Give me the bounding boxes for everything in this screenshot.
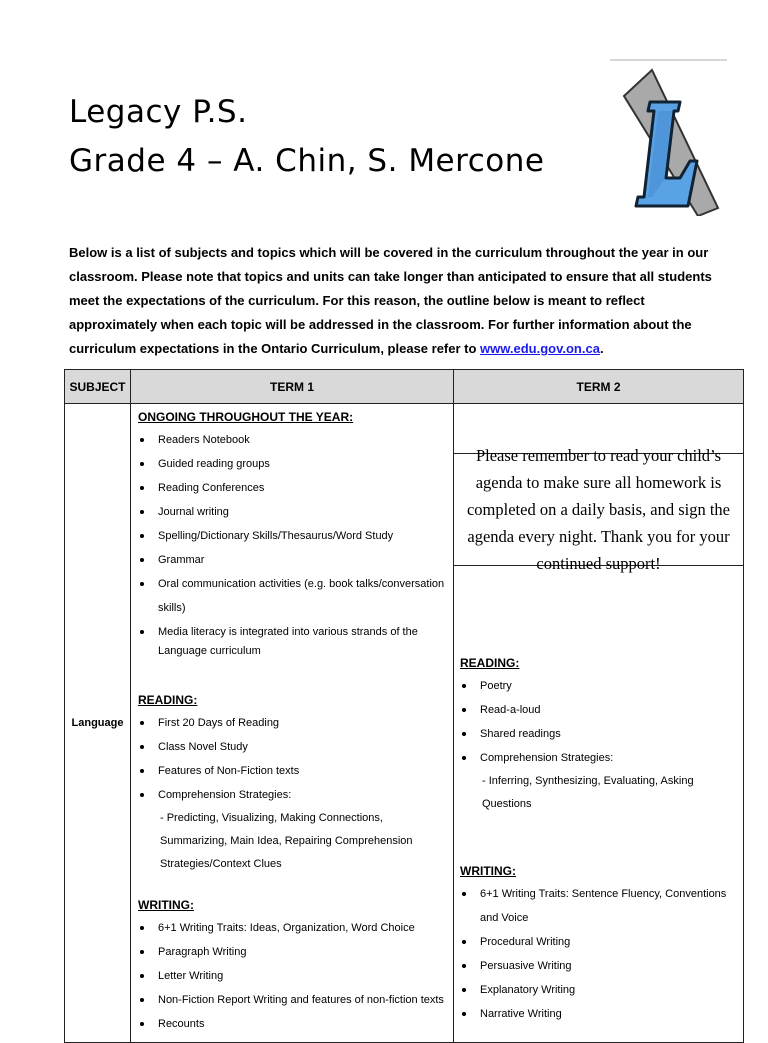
ongoing-heading: ONGOING THROUGHOUT THE YEAR: — [138, 410, 354, 424]
list-item: Comprehension Strategies: — [138, 783, 447, 807]
school-name: Legacy P.S. — [69, 94, 248, 130]
reading-list-term2 — [460, 674, 737, 770]
reading-list-term1 — [138, 711, 447, 807]
ongoing-list — [138, 428, 447, 663]
writing-heading-term1: WRITING: — [138, 898, 194, 912]
reading-heading-term1: READING: — [138, 693, 198, 707]
list-item: Non-Fiction Report Writing and features of non-fiction texts — [138, 988, 447, 1012]
list-item: Explanatory Writing — [460, 978, 737, 1002]
list-item: Comprehension Strategies: — [460, 746, 737, 770]
reading-strategies-note-term1: - Predicting, Visualizing, Making Connections, Summarizing, Main Idea, Repairing Comprehension Strategies/Context Clues — [160, 812, 413, 870]
list-item: Read-a-loud — [460, 698, 737, 722]
header-subject: SUBJECT — [65, 370, 131, 404]
writing-list-term2 — [460, 882, 737, 1026]
intro-paragraph — [69, 241, 735, 361]
writing-heading-term2: WRITING: — [460, 864, 516, 878]
list-item: Media literacy is integrated into various strands of the Language curriculum — [138, 620, 447, 663]
list-item: Journal writing — [138, 500, 447, 524]
subject-cell: Language — [65, 404, 131, 1043]
curriculum-link[interactable]: www.edu.gov.on.ca — [480, 341, 600, 356]
list-item: Guided reading groups — [138, 452, 447, 476]
grade-line: Grade 4 – A. Chin, S. Mercone — [69, 143, 545, 179]
reading-strategies-note-term2: - Inferring, Synthesizing, Evaluating, Asking Questions — [482, 775, 694, 810]
list-item: Paragraph Writing — [138, 940, 447, 964]
intro-trailing: . — [599, 341, 604, 356]
agenda-notice: Please remember to read your child’s agenda to make sure all homework is completed on a daily basis, and sign the agenda every night. Thank you for your continued support! — [454, 454, 743, 566]
list-item: Oral communication activities (e.g. book talks/conversation skills) — [138, 572, 447, 620]
list-item: Procedural Writing — [460, 930, 737, 954]
school-logo — [600, 58, 732, 216]
list-item: First 20 Days of Reading — [138, 711, 447, 735]
term1-cell — [131, 404, 454, 1043]
list-item: Features of Non-Fiction texts — [138, 759, 447, 783]
list-item: Letter Writing — [138, 964, 447, 988]
curriculum-table — [64, 369, 744, 1043]
list-item: Grammar — [138, 548, 447, 572]
list-item: Reading Conferences — [138, 476, 447, 500]
list-item: Class Novel Study — [138, 735, 447, 759]
list-item: Persuasive Writing — [460, 954, 737, 978]
list-item: 6+1 Writing Traits: Sentence Fluency, Conventions and Voice — [460, 882, 737, 930]
term2-content — [454, 566, 743, 1032]
list-item: Narrative Writing — [460, 1002, 737, 1026]
intro-text: Below is a list of subjects and topics which will be covered in the curriculum throughout the year in our classroom. Please note that topics and units can take longer than anticipated to ensure that all students meet the expectations of the curriculum. For this reason, the outline below is meant to reflect approximately when each topic will be addressed in the classroom. For further information about the curriculum expectations in the Ontario Curriculum, please refer to — [69, 245, 712, 356]
header-term1: TERM 1 — [131, 370, 454, 404]
list-item: Recounts — [138, 1012, 447, 1036]
list-item: Readers Notebook — [138, 428, 447, 452]
writing-list-term1 — [138, 916, 447, 1036]
list-item: Shared readings — [460, 722, 737, 746]
list-item: Spelling/Dictionary Skills/Thesaurus/Word Study — [138, 524, 447, 548]
table-header-row — [65, 370, 744, 404]
page-title — [69, 88, 544, 186]
header-term2: TERM 2 — [454, 370, 744, 404]
term2-cell — [454, 404, 744, 1043]
reading-heading-term2: READING: — [460, 656, 520, 670]
list-item: 6+1 Writing Traits: Ideas, Organization, Word Choice — [138, 916, 447, 940]
table-row — [65, 404, 744, 1043]
list-item: Poetry — [460, 674, 737, 698]
